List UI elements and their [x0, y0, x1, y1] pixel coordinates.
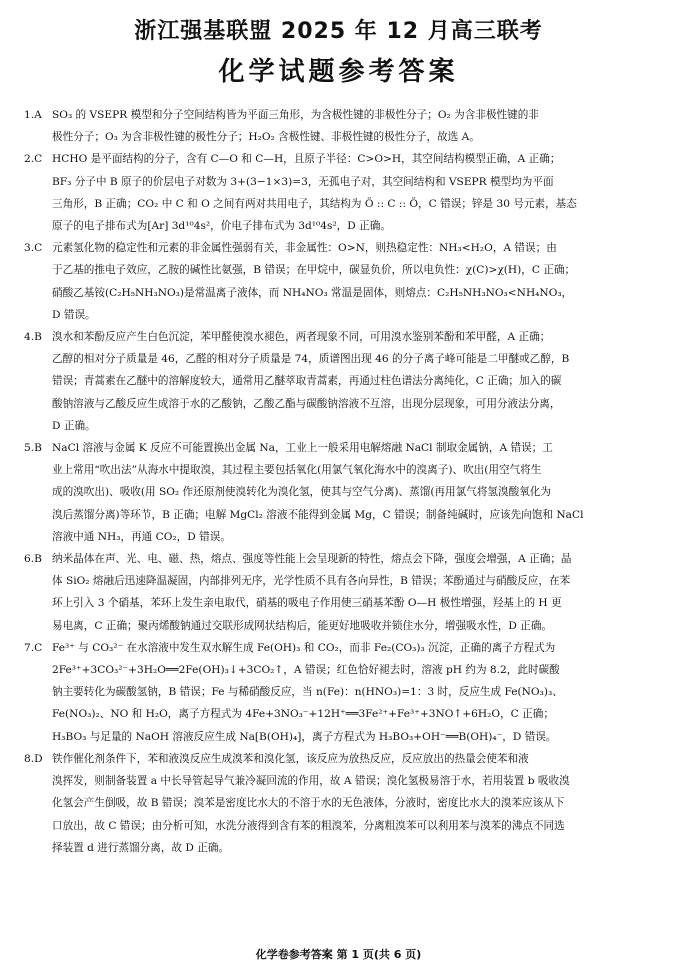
explanation-line: 错误；青蒿素在乙醚中的溶解度较大，通常用乙醚萃取青蒿素，再通过柱色谱法分离纯化，C 正确；加入的碳 — [52, 375, 562, 388]
explanation-line: Fe³⁺ 与 CO₃²⁻ 在水溶液中发生双水解生成 Fe(OH)₃ 和 CO₂，而非 Fe₂(CO₃)₃ 沉淀，正确的离子方程式为 — [52, 641, 556, 654]
answer-explanation — [52, 637, 653, 748]
answer-number: 4.B — [24, 331, 42, 344]
explanation-line: 择装置 d 进行蒸馏分离，故 D 正确。 — [52, 841, 230, 854]
explanation-line: 溴水和苯酚反应产生白色沉淀，苯甲醛使溴水褪色，两者现象不同，可用溴水鉴别苯酚和苯甲醛，A 正确； — [52, 331, 551, 344]
exam-title: 浙江强基联盟 2025 年 12 月高三联考 — [134, 19, 543, 44]
answer-item — [24, 748, 653, 859]
explanation-line: Fe(NO₃)₂、NO 和 H₂O，离子方程式为 4Fe+3NO₃⁻+12H⁺══3Fe²⁺+Fe³⁺+3NO↑+6H₂O，C 正确； — [52, 708, 554, 721]
answer-list — [24, 104, 653, 859]
explanation-line: H₃BO₃ 与足量的 NaOH 溶液反应生成 Na[B(OH)₄]，离子方程式为 H₃BO₃+OH⁻══B(OH)₄⁻，D 错误。 — [52, 730, 557, 743]
explanation-line: 化氢会产生倒吸，故 B 错误；溴苯是密度比水大的不溶于水的无色液体，分液时，密度比水大的溴苯应该从下 — [52, 797, 565, 810]
answer-explanation — [52, 326, 653, 437]
explanation-line: 溶液中通 NH₃，再通 CO₂，D 错误。 — [52, 530, 231, 543]
answer-number: 2.C — [24, 153, 43, 166]
answer-item — [24, 326, 653, 437]
answer-explanation — [52, 748, 653, 859]
explanation-line: SO₃ 的 VSEPR 模型和分子空间结构皆为平面三角形，为含极性键的非极性分子；O₂ 为含非极性键的非 — [52, 109, 539, 121]
explanation-line: 易电离，C 正确；聚丙烯酸钠通过交联形成网状结构后，能更好地吸收并锁住水分，增强吸水性，D 正确。 — [52, 619, 553, 632]
explanation-line: 铁作催化剂条件下，苯和液溴反应生成溴苯和溴化氢，该反应为放热反应，反应放出的热量会使苯和液 — [52, 752, 529, 765]
explanation-line: 原子的电子排布式为[Ar] 3d¹⁰4s²，价电子排布式为 3d¹⁰4s²，D 正确。 — [52, 220, 391, 233]
explanation-line: 酸钠溶液与乙酸反应生成溶于水的乙酸钠，乙酸乙酯与碳酸钠溶液不互溶，出现分层现象，可用分液法分离， — [52, 397, 561, 410]
explanation-line: 溴挥发，则制备装置 a 中长导管起导气兼冷凝回流的作用，故 A 错误；溴化氢极易溶于水，若用装置 b 吸收溴 — [52, 775, 570, 788]
explanation-line: 三角形，B 正确；CO₂ 中 C 和 O 之间有两对共用电子，其结构为 Ö :: C :: Ö，C 错误；锌是 30 号元素，基态 — [52, 197, 577, 210]
answer-item — [24, 148, 653, 237]
explanation-line: 纳米晶体在声、光、电、磁、热，熔点、强度等性能上会呈现新的特性，熔点会下降，强度会增强，A 正确；晶 — [52, 553, 572, 566]
answer-item — [24, 548, 653, 637]
answer-number: 5.B — [24, 442, 42, 455]
explanation-line: D 正确。 — [52, 419, 96, 432]
answer-explanation — [52, 237, 653, 326]
answer-explanation — [52, 548, 653, 637]
explanation-line: 环上引入 3 个硝基，苯环上发生亲电取代，硝基的吸电子作用使三硝基苯酚 O—H 极性增强，羟基上的 H 更 — [52, 597, 562, 610]
answer-item — [24, 104, 653, 148]
answer-explanation — [52, 148, 653, 237]
answer-number: 7.C — [24, 641, 43, 654]
explanation-line: 体 SiO₂ 熔融后迅速降温凝固，内部排列无序，光学性质不具有各向异性，B 错误；苯酚通过与硝酸反应，在苯 — [52, 575, 571, 588]
explanation-line: 于乙基的推电子效应，乙胺的碱性比氨强，B 错误；在甲烷中，碳显负价，所以电负性：χ(C)>χ(H)，C 正确； — [52, 264, 576, 277]
explanation-line: 业上常用“吹出法”从海水中提取溴，其过程主要包括氧化(用氯气氧化海水中的溴离子)、吹出(用空气将生 — [52, 464, 542, 477]
answer-number: 1.A — [24, 109, 42, 121]
explanation-line: 元素氢化物的稳定性和元素的非金属性强弱有关，非金属性：O>N，则热稳定性：NH₃<H₂O，A 错误；由 — [52, 242, 557, 255]
explanation-line: 钠主要转化为碳酸氢钠，B 错误；Fe 与稀硝酸反应，当 n(Fe)：n(HNO₃)=1：3 时，反应生成 Fe(NO₃)₃、 — [52, 686, 563, 699]
explanation-line: HCHO 是平面结构的分子，含有 C—O 和 C—H，且原子半径：C>O>H，其空间结构模型正确，A 正确； — [52, 153, 561, 166]
explanation-line: 溴后蒸馏分离)等环节，B 正确；电解 MgCl₂ 溶液不能得到金属 Mg，C 错误；制备纯碱时，应该先向饱和 NaCl — [52, 508, 584, 521]
page-footer: 化学卷参考答案 第 1 页(共 6 页) — [255, 948, 422, 961]
answer-number: 8.D — [24, 752, 43, 765]
answer-item — [24, 237, 653, 326]
explanation-line: 2Fe³⁺+3CO₃²⁻+3H₂O══2Fe(OH)₃↓+3CO₂↑，A 错误；红色恰好褪去时，溶液 pH 约为 8.2，此时碳酸 — [52, 664, 560, 677]
explanation-line: 成的溴吹出)、吸收(用 SO₂ 作还原剂使溴转化为溴化氢，使其与空气分离)、蒸馏(再用氯气将氢溴酸氧化为 — [52, 486, 551, 499]
answer-item — [24, 637, 653, 748]
answer-explanation — [52, 104, 653, 148]
explanation-line: 乙醇的相对分子质量是 46，乙醛的相对分子质量是 74，质谱图出现 46 的分子离子峰可能是二甲醚或乙醇，B — [52, 353, 570, 366]
answer-item — [24, 437, 653, 548]
explanation-line: 硝酸乙基铵(C₂H₅NH₃NO₃)是常温离子液体，而 NH₄NO₃ 常温是固体，则熔点：C₂H₅NH₃NO₃<NH₄NO₃， — [52, 286, 573, 299]
answer-number: 3.C — [24, 242, 43, 255]
explanation-line: NaCl 溶液与金属 K 反应不可能置换出金属 Na，工业上一般采用电解熔融 NaCl 制取金属钠，A 错误；工 — [52, 442, 553, 455]
explanation-line: BF₃ 分子中 B 原子的价层电子对数为 3+(3−1×3)=3，无孤电子对，其空间结构和 VSEPR 模型均为平面 — [52, 175, 554, 188]
explanation-line: 极性分子；O₃ 为含非极性键的极性分子；H₂O₂ 含极性键、非极性键的极性分子，故选 A。 — [52, 131, 480, 144]
explanation-line: D 错误。 — [52, 308, 96, 321]
answer-title: 化学试题参考答案 — [218, 57, 459, 87]
answer-number: 6.B — [24, 553, 42, 566]
explanation-line: 口放出，故 C 错误；由分析可知，水洗分液得到含有苯的粗溴苯，分离粗溴苯可以利用苯与溴苯的沸点不同选 — [52, 819, 565, 832]
answer-explanation — [52, 437, 653, 548]
answer-page — [0, 14, 677, 976]
